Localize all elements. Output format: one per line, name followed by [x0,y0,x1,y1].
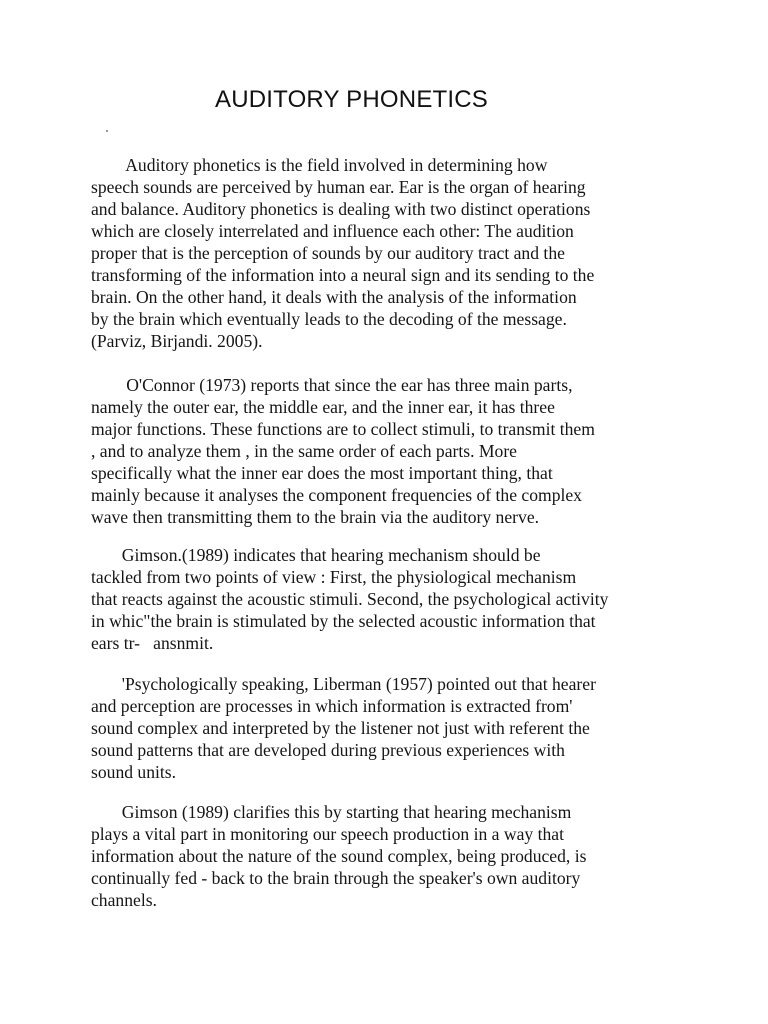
text-line: which are closely interrelated and influence each other: The audition [91,221,574,241]
paragraph-auditory-phonetics-definition [91,154,681,352]
paragraph-liberman-perception [91,673,681,783]
text-line: (Parviz, Birjandi. 2005). [91,331,263,351]
text-line: and balance. Auditory phonetics is dealing with two distinct operations [91,199,591,219]
text-line: plays a vital part in monitoring our speech production in a way that [91,824,564,844]
document-title: AUDITORY PHONETICS [215,86,488,113]
text-line: transforming of the information into a neural sign and its sending to the [91,265,595,285]
text-line: continually fed - back to the brain through the speaker's own auditory [91,868,581,888]
text-line: wave then transmitting them to the brain via the auditory nerve. [91,507,540,527]
text-line: sound units. [91,762,177,782]
text-line: ears tr- ansnmit. [91,633,214,653]
text-line: information about the nature of the sound complex, being produced, is [91,846,587,866]
text-line: by the brain which eventually leads to the decoding of the message. [91,309,567,329]
text-line: Gimson (1989) clarifies this by starting that hearing mechanism [91,802,572,822]
text-line: in whic"the brain is stimulated by the selected acoustic information that [91,611,596,631]
text-line: speech sounds are perceived by human ear. Ear is the organ of hearing [91,177,586,197]
text-line: brain. On the other hand, it deals with the analysis of the information [91,287,577,307]
text-line: O'Connor (1973) reports that since the ear has three main parts, [91,375,573,395]
text-line: that reacts against the acoustic stimuli. Second, the psychological activity [91,589,609,609]
text-line: Gimson.(1989) indicates that hearing mechanism should be [91,545,541,565]
text-line: Auditory phonetics is the field involved in determining how [91,155,548,175]
text-line: sound complex and interpreted by the listener not just with referent the [91,718,590,738]
text-line: specifically what the inner ear does the most important thing, that [91,463,553,483]
paragraph-gimson-speech-monitoring [91,801,681,911]
text-line: channels. [91,890,157,910]
text-line: tackled from two points of view : First, the physiological mechanism [91,567,577,587]
text-line: proper that is the perception of sounds by our auditory tract and the [91,243,565,263]
text-line: sound patterns that are developed during previous experiences with [91,740,565,760]
text-line: , and to analyze them , in the same order of each parts. More [91,441,517,461]
paragraph-oconnor-ear-functions [91,374,681,528]
stray-mark [106,130,108,132]
text-line: 'Psychologically speaking, Liberman (1957) pointed out that hearer [91,674,596,694]
text-line: and perception are processes in which information is extracted from' [91,696,573,716]
text-line: namely the outer ear, the middle ear, and the inner ear, it has three [91,397,555,417]
paragraph-gimson-hearing-mechanism [91,544,681,654]
text-line: major functions. These functions are to collect stimuli, to transmit them [91,419,595,439]
text-line: mainly because it analyses the component frequencies of the complex [91,485,582,505]
